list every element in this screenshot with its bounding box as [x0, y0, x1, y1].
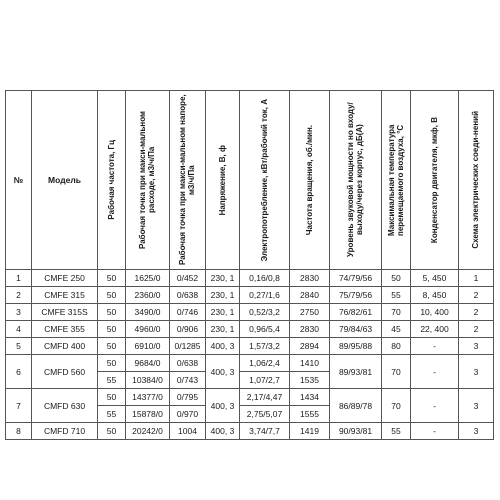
cell-voltage: 400, 3 — [206, 355, 240, 389]
cell-scheme: 3 — [459, 423, 494, 440]
cell-power: 2,75/5,07 — [240, 406, 290, 423]
cell-max-flow: 14377/0 — [126, 389, 170, 406]
cell-scheme: 3 — [459, 355, 494, 389]
cell-model: CMFE 315 — [32, 287, 98, 304]
cell-capacitor: - — [411, 423, 459, 440]
cell-max-flow: 20242/0 — [126, 423, 170, 440]
table-row — [6, 338, 494, 355]
cell-rpm: 1419 — [290, 423, 330, 440]
cell-power: 0,96/5,4 — [240, 321, 290, 338]
header-number: № — [6, 91, 32, 270]
cell-power: 1,06/2,4 — [240, 355, 290, 372]
cell-max-flow: 1625/0 — [126, 270, 170, 287]
cell-noise: 89/95/88 — [330, 338, 382, 355]
cell-max-flow: 9684/0 — [126, 355, 170, 372]
header-max-flow: Рабочая точка при макси-мальном расходе, м3/ч/Па — [126, 91, 170, 270]
header-model: Модель — [32, 91, 98, 270]
header-max-temperature: Максимальная температура перемещаемого воздуха, °С — [382, 91, 411, 270]
cell-frequency: 50 — [98, 304, 126, 321]
cell-max-pressure: 0/970 — [170, 406, 206, 423]
header-capacitor: Конденсатор двигателя, мкф, В — [411, 91, 459, 270]
cell-model: CMFD 710 — [32, 423, 98, 440]
header-power: Электропотребление, кВт/рабочий ток, А — [240, 91, 290, 270]
cell-voltage: 400, 3 — [206, 338, 240, 355]
cell-max-pressure: 0/638 — [170, 355, 206, 372]
cell-scheme: 3 — [459, 389, 494, 423]
cell-max-flow: 4960/0 — [126, 321, 170, 338]
cell-model: CMFD 560 — [32, 355, 98, 389]
cell-noise: 90/93/81 — [330, 423, 382, 440]
cell-model: CMFE 315S — [32, 304, 98, 321]
header-frequency: Рабочая частота, Гц — [98, 91, 126, 270]
cell-number: 1 — [6, 270, 32, 287]
cell-frequency: 50 — [98, 355, 126, 372]
cell-max-flow: 3490/0 — [126, 304, 170, 321]
cell-number: 5 — [6, 338, 32, 355]
cell-max-pressure: 0/746 — [170, 304, 206, 321]
cell-model: CMFE 355 — [32, 321, 98, 338]
cell-power: 0,52/3,2 — [240, 304, 290, 321]
cell-temperature: 80 — [382, 338, 411, 355]
cell-voltage: 230, 1 — [206, 321, 240, 338]
cell-rpm: 1434 — [290, 389, 330, 406]
table-row — [6, 304, 494, 321]
cell-rpm: 1555 — [290, 406, 330, 423]
cell-rpm: 1535 — [290, 372, 330, 389]
cell-power: 3,74/7,7 — [240, 423, 290, 440]
cell-capacitor: - — [411, 355, 459, 389]
cell-temperature: 45 — [382, 321, 411, 338]
cell-max-pressure: 0/743 — [170, 372, 206, 389]
cell-capacitor: 22, 400 — [411, 321, 459, 338]
table-row — [6, 389, 494, 406]
cell-max-pressure: 0/452 — [170, 270, 206, 287]
cell-number: 7 — [6, 389, 32, 423]
cell-voltage: 400, 3 — [206, 389, 240, 423]
header-voltage: Напряжение, В, ф — [206, 91, 240, 270]
cell-voltage: 230, 1 — [206, 287, 240, 304]
cell-frequency: 50 — [98, 389, 126, 406]
cell-capacitor: - — [411, 389, 459, 423]
cell-frequency: 55 — [98, 406, 126, 423]
cell-voltage: 400, 3 — [206, 423, 240, 440]
cell-power: 1,07/2,7 — [240, 372, 290, 389]
cell-noise: 76/82/61 — [330, 304, 382, 321]
cell-max-flow: 10384/0 — [126, 372, 170, 389]
cell-scheme: 2 — [459, 321, 494, 338]
cell-model: CMFE 250 — [32, 270, 98, 287]
cell-max-pressure: 1004 — [170, 423, 206, 440]
cell-frequency: 50 — [98, 423, 126, 440]
specifications-table — [5, 90, 494, 440]
cell-max-pressure: 0/638 — [170, 287, 206, 304]
cell-max-pressure: 0/1285 — [170, 338, 206, 355]
cell-rpm: 2894 — [290, 338, 330, 355]
cell-rpm: 2830 — [290, 321, 330, 338]
cell-model: CMFD 630 — [32, 389, 98, 423]
header-max-pressure: Рабочая точка при макси-мальном напоре, м3/ч/Па — [170, 91, 206, 270]
cell-number: 3 — [6, 304, 32, 321]
cell-power: 2,17/4,47 — [240, 389, 290, 406]
cell-number: 2 — [6, 287, 32, 304]
cell-scheme: 2 — [459, 304, 494, 321]
cell-temperature: 70 — [382, 304, 411, 321]
cell-power: 0,16/0,8 — [240, 270, 290, 287]
cell-voltage: 230, 1 — [206, 270, 240, 287]
cell-capacitor: 10, 400 — [411, 304, 459, 321]
cell-power: 0,27/1,6 — [240, 287, 290, 304]
cell-max-flow: 6910/0 — [126, 338, 170, 355]
cell-frequency: 50 — [98, 270, 126, 287]
cell-max-pressure: 0/906 — [170, 321, 206, 338]
cell-capacitor: 8, 450 — [411, 287, 459, 304]
cell-noise: 86/89/78 — [330, 389, 382, 423]
cell-capacitor: 5, 450 — [411, 270, 459, 287]
header-row — [6, 91, 494, 270]
cell-number: 4 — [6, 321, 32, 338]
header-rpm: Частота вращения, об./мин. — [290, 91, 330, 270]
table-row-highlighted — [6, 321, 494, 338]
cell-frequency: 50 — [98, 338, 126, 355]
cell-frequency: 50 — [98, 321, 126, 338]
cell-temperature: 55 — [382, 423, 411, 440]
cell-noise: 74/79/56 — [330, 270, 382, 287]
cell-number: 8 — [6, 423, 32, 440]
cell-noise: 75/79/56 — [330, 287, 382, 304]
header-wiring-scheme: Схема электрических соеди-нений — [459, 91, 494, 270]
table-row — [6, 423, 494, 440]
cell-rpm: 2830 — [290, 270, 330, 287]
cell-noise: 79/84/63 — [330, 321, 382, 338]
cell-temperature: 55 — [382, 287, 411, 304]
cell-rpm: 2840 — [290, 287, 330, 304]
cell-capacitor: - — [411, 338, 459, 355]
cell-scheme: 2 — [459, 287, 494, 304]
cell-temperature: 70 — [382, 389, 411, 423]
cell-frequency: 55 — [98, 372, 126, 389]
cell-rpm: 1410 — [290, 355, 330, 372]
cell-max-flow: 2360/0 — [126, 287, 170, 304]
table-row — [6, 287, 494, 304]
cell-max-flow: 15878/0 — [126, 406, 170, 423]
cell-scheme: 1 — [459, 270, 494, 287]
cell-rpm: 2750 — [290, 304, 330, 321]
header-noise: Уровень звуковой мощности но входу/выходу/через корпус, дБ(А) — [330, 91, 382, 270]
cell-frequency: 50 — [98, 287, 126, 304]
cell-model: CMFD 400 — [32, 338, 98, 355]
cell-noise: 89/93/81 — [330, 355, 382, 389]
cell-power: 1,57/3,2 — [240, 338, 290, 355]
cell-number: 6 — [6, 355, 32, 389]
table-row — [6, 355, 494, 372]
cell-voltage: 230, 1 — [206, 304, 240, 321]
cell-max-pressure: 0/795 — [170, 389, 206, 406]
table-row — [6, 270, 494, 287]
cell-temperature: 50 — [382, 270, 411, 287]
cell-scheme: 3 — [459, 338, 494, 355]
cell-temperature: 70 — [382, 355, 411, 389]
